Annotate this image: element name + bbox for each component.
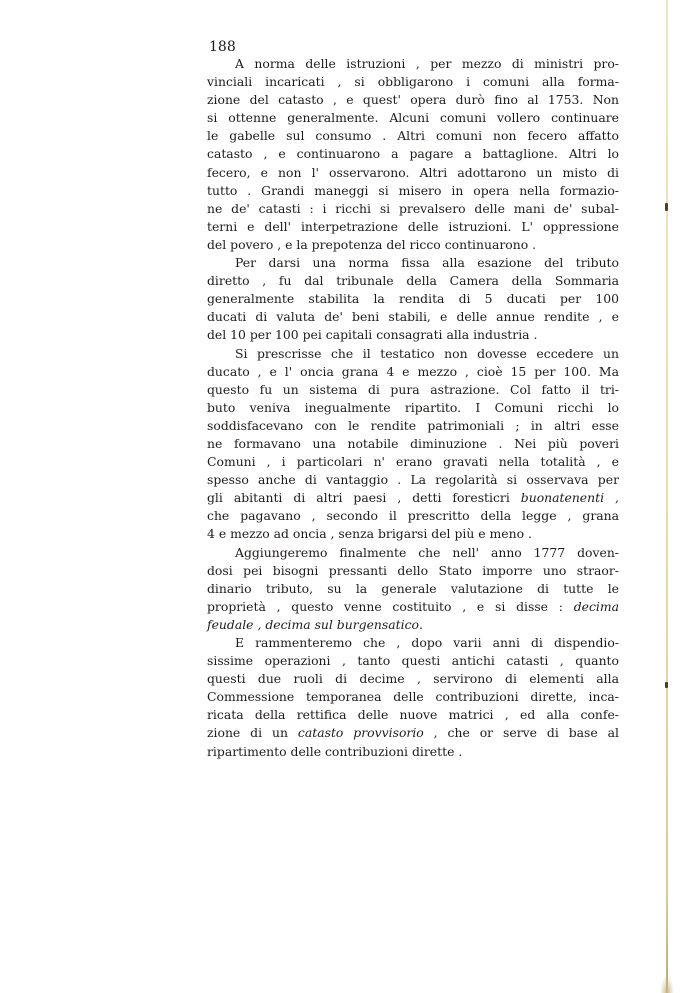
text-line: le gabelle sul consumo . Altri comuni non fecero affatto xyxy=(207,128,619,144)
text-run: proprietà , questo venne costituito , e si disse : xyxy=(207,598,574,614)
text-line: Comuni , i particolari n' erano gravati nella totalità , e xyxy=(207,454,619,470)
text-line: Aggiungeremo finalmente che nell' anno 1777 doven- xyxy=(235,544,619,560)
text-line: Per darsi una norma fissa alla esazione del tributo xyxy=(235,255,619,271)
text-line: ducati di valuta de' beni stabili, e delle annue rendite , e xyxy=(207,309,619,325)
paragraph-1 xyxy=(207,55,619,254)
text-line: catasto , e continuarono a pagare a battaglione. Altri lo xyxy=(207,146,619,162)
text-line: ricata della rettifica delle nuove matrici , ed alla confe- xyxy=(207,707,619,723)
italic-term: buonatenenti xyxy=(520,490,605,506)
paragraph-4 xyxy=(207,544,619,634)
paragraph-3 xyxy=(207,345,619,544)
text-line: ne de' catasti : i ricchi si prevalsero delle mani de' subal- xyxy=(207,200,619,216)
text-line: ripartimento delle contribuzioni dirette . xyxy=(207,743,463,759)
italic-term: catasto provvisorio xyxy=(297,725,424,741)
text-line: soddisfacevano con le rendite patrimoniali ; in altri esse xyxy=(207,417,619,433)
text-run: . xyxy=(418,616,423,632)
text-line: diretto , fu dal tribunale della Camera della Sommaria xyxy=(207,273,619,289)
text-line: si ottenne generalmente. Alcuni comuni vollero continuare xyxy=(207,110,619,126)
text-line: tutto . Grandi maneggi si misero in opera nella formazio- xyxy=(207,182,619,198)
text-line: Si prescrisse che il testatico non dovesse eccedere un xyxy=(235,345,619,361)
page-text xyxy=(207,40,619,761)
text-line: fecero, e non l' osservarono. Altri adottarono un misto di xyxy=(207,164,619,180)
italic-term: decima xyxy=(573,598,619,614)
text-run: , che or serve di base al xyxy=(423,725,619,741)
text-line: ducato , e l' oncia grana 4 e mezzo , cioè 15 per 100. Ma xyxy=(207,363,619,379)
text-line: dinario tributo, su la generale valutazione di tutte le xyxy=(207,580,619,596)
text-line: zione del catasto , e quest' opera durò fino al 1753. Non xyxy=(207,92,619,108)
text-line: generalmente stabilita la rendita di 5 ducati per 100 xyxy=(207,291,619,307)
text-run: zione di un xyxy=(207,725,298,741)
page-edge-shadow xyxy=(660,975,674,993)
italic-term: feudale , decima sul burgensatico xyxy=(207,616,419,632)
text-line: del povero , e la prepotenza del ricco continuarono . xyxy=(207,236,537,252)
text-line: ne formavano una notabile diminuzione . Nei più poveri xyxy=(207,435,619,451)
paragraph-5 xyxy=(207,634,619,761)
text-line xyxy=(207,616,619,634)
text-line: E rammenteremo che , dopo varii anni di dispendio- xyxy=(235,635,619,650)
edge-stain xyxy=(665,203,668,211)
text-line: dosi pei bisogni pressanti dello Stato imporre uno straor- xyxy=(207,562,619,578)
text-line: questi due ruoli di decime , servirono di elementi alla xyxy=(207,671,619,687)
text-line: buto veniva inegualmente ripartito. I Comuni ricchi lo xyxy=(207,399,619,415)
text-line xyxy=(207,598,619,616)
text-run: gli abitanti di altri paesi , detti foresticri xyxy=(207,490,521,506)
edge-stain xyxy=(665,682,668,688)
text-line: che pagavano , secondo il prescritto della legge , grana xyxy=(207,508,619,524)
text-line: sissime operazioni , tanto questi antichi catasti , quanto xyxy=(207,653,619,669)
text-line: A norma delle istruzioni , per mezzo di ministri pro- xyxy=(235,56,619,71)
text-line: vinciali incaricati , si obbligarono i comuni alla forma- xyxy=(207,74,619,90)
text-line: terni e dell' interpetrazione delle istruzioni. L' oppressione xyxy=(207,218,619,234)
paragraph-2 xyxy=(207,254,619,344)
text-line: questo fu un sistema di pura astrazione. Col fatto il tri- xyxy=(207,381,619,397)
text-line xyxy=(207,489,619,507)
text-line: del 10 per 100 pei capitali consagrati alla industria . xyxy=(207,327,538,343)
text-line: Commessione temporanea delle contribuzioni dirette, inca- xyxy=(207,689,619,705)
text-line xyxy=(207,724,619,742)
text-line: 4 e mezzo ad oncia , senza brigarsi del più e meno . xyxy=(207,526,532,542)
text-line: spesso anche di vantaggio . La regolarità si osservava per xyxy=(207,472,619,488)
page-edge xyxy=(666,0,668,993)
page-number: 188 xyxy=(209,39,236,55)
text-run: , xyxy=(604,490,619,506)
